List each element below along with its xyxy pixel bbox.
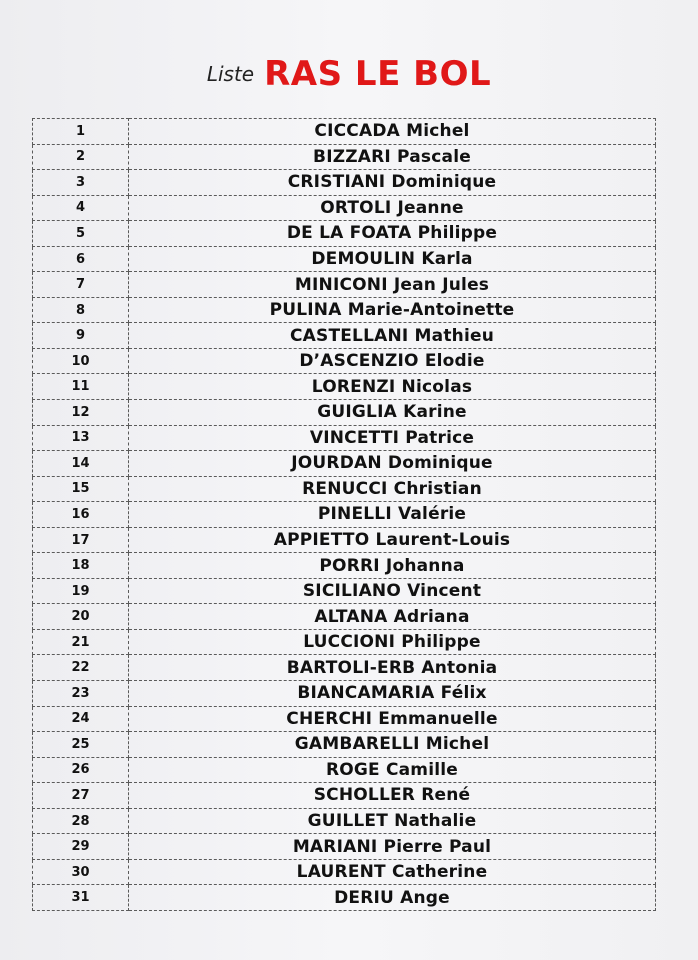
table-row [33, 119, 656, 145]
candidate-name: CICCADA Michel [129, 119, 656, 145]
candidate-name: BIZZARI Pascale [129, 144, 656, 170]
candidate-number: 9 [33, 323, 129, 349]
table-row [33, 272, 656, 298]
table-row [33, 221, 656, 247]
candidate-number: 19 [33, 578, 129, 604]
table-row [33, 195, 656, 221]
candidate-number: 28 [33, 808, 129, 834]
table-row [33, 629, 656, 655]
candidate-number: 10 [33, 348, 129, 374]
table-row [33, 323, 656, 349]
candidate-name: RENUCCI Christian [129, 476, 656, 502]
candidate-number: 15 [33, 476, 129, 502]
table-row [33, 170, 656, 196]
candidate-name: SCHOLLER René [129, 783, 656, 809]
candidate-number: 31 [33, 885, 129, 911]
table-row [33, 706, 656, 732]
table-row [33, 144, 656, 170]
title-prefix: Liste [206, 62, 255, 86]
table-row [33, 604, 656, 630]
candidate-name: SICILIANO Vincent [129, 578, 656, 604]
candidate-number: 13 [33, 425, 129, 451]
candidate-name: ROGE Camille [129, 757, 656, 783]
candidate-number: 20 [33, 604, 129, 630]
candidate-number: 30 [33, 859, 129, 885]
candidate-name: JOURDAN Dominique [129, 451, 656, 477]
candidate-number: 1 [33, 119, 129, 145]
table-row [33, 681, 656, 707]
candidate-number: 5 [33, 221, 129, 247]
candidate-name: MARIANI Pierre Paul [129, 834, 656, 860]
candidate-name: CASTELLANI Mathieu [129, 323, 656, 349]
candidate-number: 26 [33, 757, 129, 783]
candidate-number: 11 [33, 374, 129, 400]
candidate-number: 22 [33, 655, 129, 681]
candidate-name: PULINA Marie-Antoinette [129, 297, 656, 323]
candidate-number: 4 [33, 195, 129, 221]
table-row [33, 808, 656, 834]
candidate-number: 6 [33, 246, 129, 272]
table-row [33, 859, 656, 885]
candidate-number: 12 [33, 400, 129, 426]
table-row [33, 374, 656, 400]
table-row [33, 502, 656, 528]
list-title [0, 54, 698, 94]
candidate-number: 7 [33, 272, 129, 298]
candidate-table [32, 118, 656, 911]
candidate-name: VINCETTI Patrice [129, 425, 656, 451]
table-row [33, 885, 656, 911]
table-row [33, 246, 656, 272]
table-row [33, 425, 656, 451]
candidate-number: 21 [33, 629, 129, 655]
table-row [33, 348, 656, 374]
table-row [33, 783, 656, 809]
candidate-number: 27 [33, 783, 129, 809]
candidate-name: BIANCAMARIA Félix [129, 681, 656, 707]
candidate-name: GUIGLIA Karine [129, 400, 656, 426]
candidate-number: 14 [33, 451, 129, 477]
candidate-name: GUILLET Nathalie [129, 808, 656, 834]
table-row [33, 297, 656, 323]
candidate-name: DERIU Ange [129, 885, 656, 911]
table-row [33, 578, 656, 604]
candidate-name: DEMOULIN Karla [129, 246, 656, 272]
table-row [33, 834, 656, 860]
candidate-number: 2 [33, 144, 129, 170]
candidate-number: 3 [33, 170, 129, 196]
candidate-name: ALTANA Adriana [129, 604, 656, 630]
table-row [33, 655, 656, 681]
candidate-name: PINELLI Valérie [129, 502, 656, 528]
table-row [33, 553, 656, 579]
table-row [33, 451, 656, 477]
candidate-number: 23 [33, 681, 129, 707]
candidate-number: 8 [33, 297, 129, 323]
table-row [33, 757, 656, 783]
candidate-name: LUCCIONI Philippe [129, 629, 656, 655]
candidate-number: 17 [33, 527, 129, 553]
table-row [33, 400, 656, 426]
candidate-name: APPIETTO Laurent-Louis [129, 527, 656, 553]
candidate-number: 18 [33, 553, 129, 579]
candidate-name: DE LA FOATA Philippe [129, 221, 656, 247]
table-row [33, 476, 656, 502]
candidate-name: MINICONI Jean Jules [129, 272, 656, 298]
candidate-table-body [33, 119, 656, 911]
candidate-name: CRISTIANI Dominique [129, 170, 656, 196]
candidate-name: D’ASCENZIO Elodie [129, 348, 656, 374]
candidate-name: ORTOLI Jeanne [129, 195, 656, 221]
candidate-number: 29 [33, 834, 129, 860]
table-row [33, 527, 656, 553]
candidate-name: PORRI Johanna [129, 553, 656, 579]
candidate-name: BARTOLI-ERB Antonia [129, 655, 656, 681]
candidate-number: 16 [33, 502, 129, 528]
candidate-name: LAURENT Catherine [129, 859, 656, 885]
candidate-number: 25 [33, 732, 129, 758]
candidate-number: 24 [33, 706, 129, 732]
candidate-name: LORENZI Nicolas [129, 374, 656, 400]
candidate-name: CHERCHI Emmanuelle [129, 706, 656, 732]
list-name: RAS LE BOL [264, 54, 492, 94]
table-row [33, 732, 656, 758]
candidate-name: GAMBARELLI Michel [129, 732, 656, 758]
